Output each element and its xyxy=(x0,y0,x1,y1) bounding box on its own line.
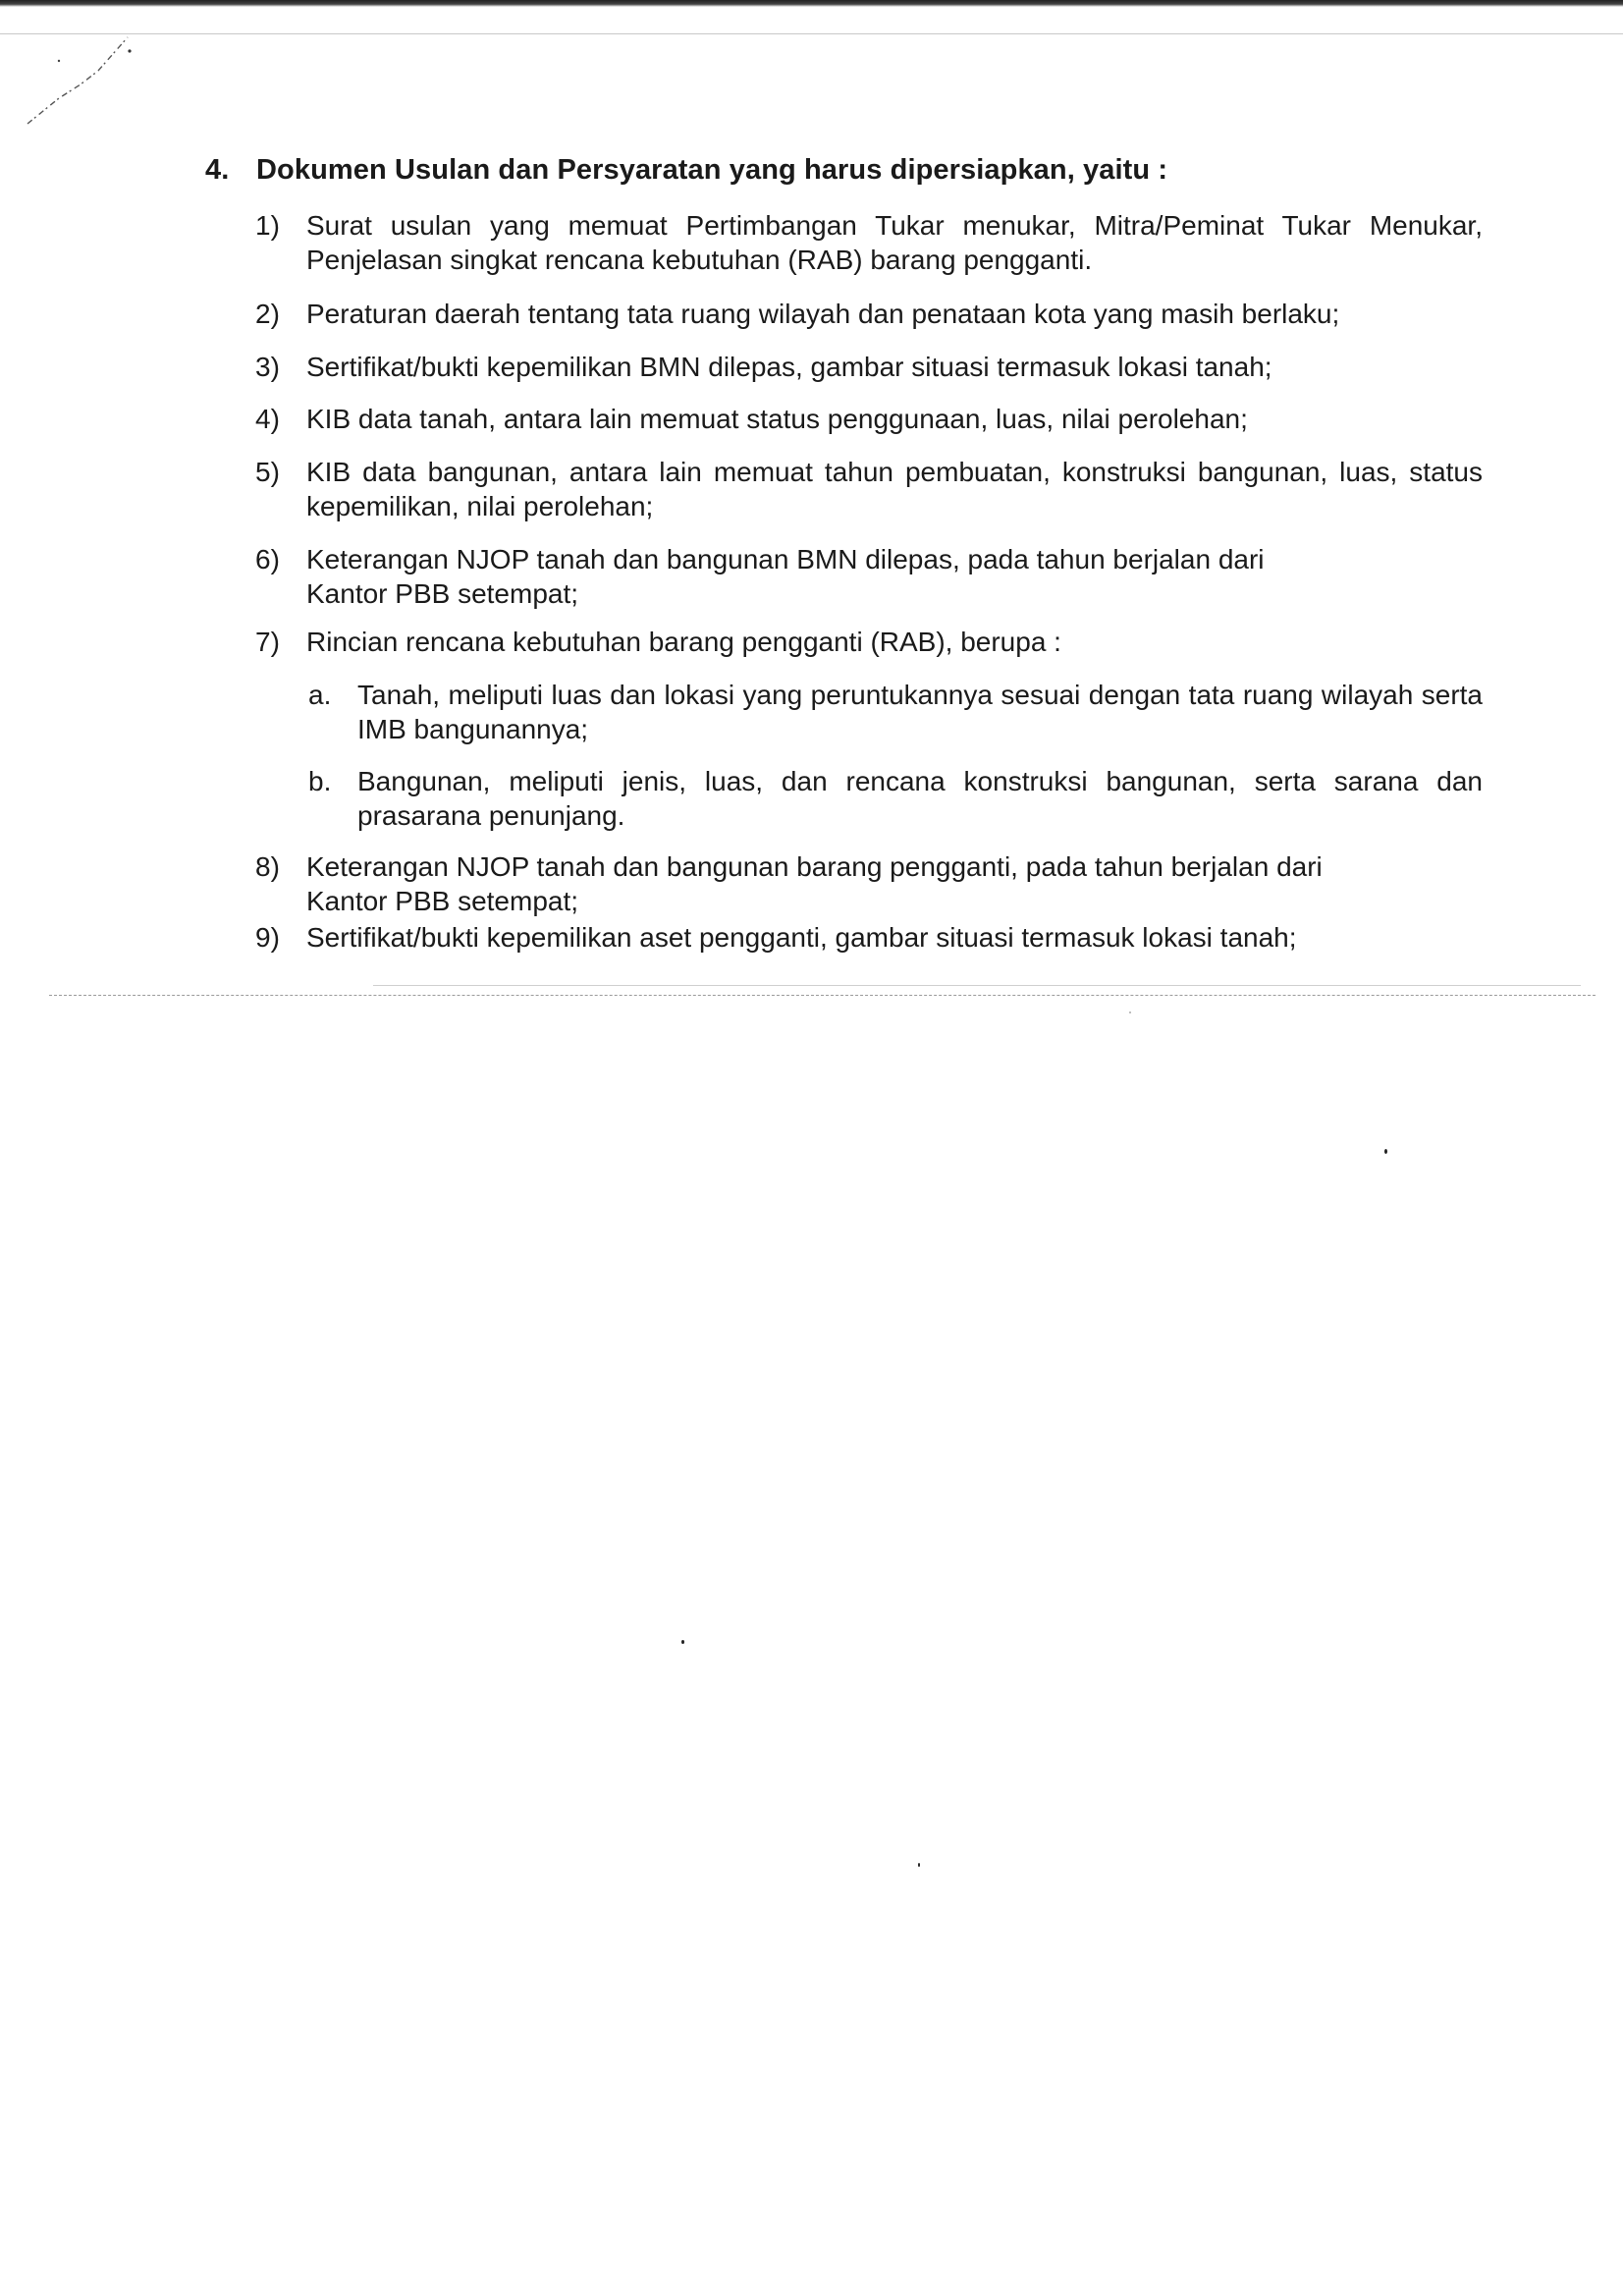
scan-speck xyxy=(1129,1011,1131,1013)
list-item-text: KIB data tanah, antara lain memuat status penggunaan, luas, nilai perolehan; xyxy=(306,404,1248,434)
list-item xyxy=(255,625,1483,659)
list-item xyxy=(255,208,1483,277)
scan-divider xyxy=(49,995,1596,996)
list-item-text: Sertifikat/bukti kepemilikan aset pengganti, gambar situasi termasuk lokasi tanah; xyxy=(306,922,1297,953)
section-heading xyxy=(205,154,1167,187)
scan-top-line xyxy=(0,33,1623,34)
list-item xyxy=(255,350,1483,384)
scan-divider-faint xyxy=(373,985,1581,986)
list-item-text: Rincian rencana kebutuhan barang pengganti (RAB), berupa : xyxy=(306,627,1061,657)
list-item-number: 3) xyxy=(255,352,280,382)
list-item-number: 8) xyxy=(255,851,280,882)
list-item-number: 4) xyxy=(255,404,280,434)
sub-list-item-text: Tanah, meliputi luas dan lokasi yang peruntukannya sesuai dengan tata ruang wilayah serta IMB bangunannya; xyxy=(357,680,1483,744)
scan-top-edge xyxy=(0,0,1623,7)
list-item xyxy=(255,455,1483,523)
list-item xyxy=(255,920,1483,955)
sub-list-item xyxy=(308,764,1483,833)
list-item-number: 7) xyxy=(255,627,280,657)
list-item-number: 1) xyxy=(255,210,280,241)
list-item-text: Keterangan NJOP tanah dan bangunan barang pengganti, pada tahun berjalan dari Kantor PBB setempat; xyxy=(306,851,1323,916)
sub-list-item-letter: b. xyxy=(308,766,332,796)
list-item-text: Surat usulan yang memuat Pertimbangan Tukar menukar, Mitra/Peminat Tukar Menukar, Penjelasan singkat rencana kebutuhan (RAB) barang pengganti. xyxy=(306,210,1483,275)
list-item xyxy=(255,402,1483,436)
list-item-text: Peraturan daerah tentang tata ruang wilayah dan penataan kota yang masih berlaku; xyxy=(306,299,1340,329)
sub-list-item xyxy=(308,678,1483,746)
list-item-text: Keterangan NJOP tanah dan bangunan BMN dilepas, pada tahun berjalan dari Kantor PBB setempat; xyxy=(306,544,1265,609)
list-item xyxy=(255,297,1483,331)
list-item-number: 2) xyxy=(255,299,280,329)
list-item-text: Sertifikat/bukti kepemilikan BMN dilepas, gambar situasi termasuk lokasi tanah; xyxy=(306,352,1272,382)
scan-speck xyxy=(681,1640,684,1644)
list-item-number: 5) xyxy=(255,457,280,487)
section-number: 4. xyxy=(205,154,230,186)
list-item xyxy=(255,849,1483,918)
scan-mark xyxy=(20,27,137,136)
sub-list-item-letter: a. xyxy=(308,680,332,710)
sub-list-item-text: Bangunan, meliputi jenis, luas, dan rencana konstruksi bangunan, serta sarana dan prasarana penunjang. xyxy=(357,766,1483,831)
list-item-number: 9) xyxy=(255,922,280,953)
section-title: Dokumen Usulan dan Persyaratan yang harus dipersiapkan, yaitu : xyxy=(256,154,1168,186)
list-item-number: 6) xyxy=(255,544,280,574)
scan-speck xyxy=(918,1863,920,1867)
list-item-text: KIB data bangunan, antara lain memuat tahun pembuatan, konstruksi bangunan, luas, status kepemilikan, nilai perolehan; xyxy=(306,457,1483,521)
scan-speck xyxy=(1384,1149,1387,1154)
list-item xyxy=(255,542,1483,611)
